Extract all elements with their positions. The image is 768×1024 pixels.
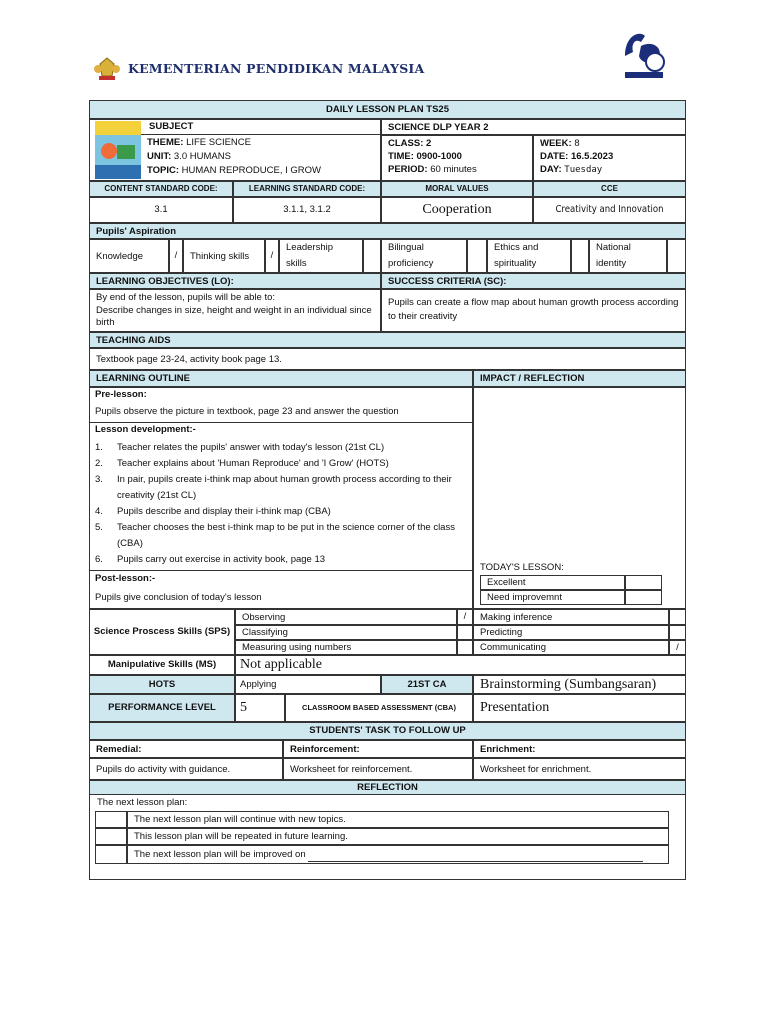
performance-value: 5 xyxy=(235,694,285,722)
aspiration-thinking: Thinking skills xyxy=(183,239,265,273)
class-line xyxy=(388,137,526,150)
measuring-checkbox[interactable] xyxy=(457,640,473,655)
week-line xyxy=(540,137,679,150)
teaching-aids-text: Textbook page 23-24, activity book page 13. xyxy=(89,348,686,370)
step-text: In pair, pupils create i-think map about human growth process according to their creativity (21st CL) xyxy=(117,474,452,501)
reflection-option-2: This lesson plan will be repeated in future learning. xyxy=(127,828,669,845)
reflection-option-3 xyxy=(127,845,669,864)
theme-value: LIFE SCIENCE xyxy=(186,137,251,148)
theme-line xyxy=(147,136,379,149)
lo-label: LEARNING OBJECTIVES (LO): xyxy=(89,273,381,289)
reflection-checkbox-1[interactable] xyxy=(95,811,127,828)
reinforcement-label: Reinforcement: xyxy=(283,740,473,758)
lo-text xyxy=(89,289,381,332)
national-checkbox[interactable] xyxy=(667,239,686,273)
reflection-checkbox-3[interactable] xyxy=(95,845,127,864)
remedial-label: Remedial: xyxy=(89,740,283,758)
unit-value: 3.0 HUMANS xyxy=(173,151,231,162)
lo-line-2: Describe changes in size, height and weight in an individual since birth xyxy=(96,304,372,328)
day-line xyxy=(540,163,679,177)
pre-lesson-label: Pre-lesson: xyxy=(95,389,147,400)
pre-lesson-text: Pupils observe the picture in textbook, page 23 and answer the question xyxy=(95,406,399,417)
step-text: Pupils describe and display their i-think map (CBA) xyxy=(117,506,331,517)
reinforcement-text: Worksheet for reinforcement. xyxy=(283,758,473,780)
aspiration-leadership: Leadership skills xyxy=(279,239,363,273)
moral-values-value: Cooperation xyxy=(381,197,533,223)
sps-predicting: Predicting xyxy=(473,625,669,640)
sps-inference: Making inference xyxy=(473,609,669,625)
aspiration-label: Pupils' Aspiration xyxy=(89,223,686,239)
subject-value: SCIENCE DLP YEAR 2 xyxy=(381,119,686,135)
date-value: 16.5.2023 xyxy=(570,151,614,162)
excellent-checkbox[interactable] xyxy=(625,575,662,590)
remedial-text: Pupils do activity with guidance. xyxy=(89,758,283,780)
learning-standard-value: 3.1.1, 3.1.2 xyxy=(233,197,381,223)
aspiration-bilingual: Bilingual proficiency xyxy=(381,239,467,273)
aspiration-knowledge: Knowledge xyxy=(89,239,169,273)
subject-divider xyxy=(141,134,381,135)
enrichment-text: Worksheet for enrichment. xyxy=(473,758,686,780)
list-item xyxy=(95,520,467,552)
performance-label: PERFORMANCE LEVEL xyxy=(89,694,235,722)
moral-values-label: MORAL VALUES xyxy=(381,181,533,197)
content-standard-value: 3.1 xyxy=(89,197,233,223)
list-item xyxy=(95,552,467,568)
improvement-underline[interactable] xyxy=(308,851,643,862)
unit-label: UNIT: xyxy=(147,151,172,162)
communicating-checkbox[interactable]: / xyxy=(669,640,686,655)
topic-label: TOPIC: xyxy=(147,165,180,176)
step-text: Teacher chooses the best i-think map to be put in the science corner of the class (CBA) xyxy=(117,522,455,549)
step-number: 6. xyxy=(95,554,103,565)
day-value: Tuesday xyxy=(564,165,603,175)
date-label: DATE: xyxy=(540,151,569,162)
date-block xyxy=(533,135,686,181)
period-line xyxy=(388,163,526,176)
enrichment-label: Enrichment: xyxy=(473,740,686,758)
sps-observing: Observing xyxy=(235,609,457,625)
step-number: 4. xyxy=(95,506,103,517)
date-line xyxy=(540,150,679,163)
reflection-checkbox-2[interactable] xyxy=(95,828,127,845)
ms-value: Not applicable xyxy=(235,655,686,675)
unit-line xyxy=(147,150,379,163)
class-block xyxy=(381,135,533,181)
time-value: 0900-1000 xyxy=(416,151,462,162)
improvement-option: Need improvemnt xyxy=(480,590,625,605)
reflection-option-3-text: The next lesson plan will be improved on xyxy=(134,849,306,860)
ca-value: Brainstorming (Sumbangsaran) xyxy=(473,675,686,694)
predicting-checkbox[interactable] xyxy=(669,625,686,640)
list-item xyxy=(95,472,467,504)
reflection-intro: The next lesson plan: xyxy=(97,797,188,808)
class-value: 2 xyxy=(426,138,432,149)
classifying-checkbox[interactable] xyxy=(457,625,473,640)
week-value: 8 xyxy=(574,138,580,149)
ms-label: Manipulative Skills (MS) xyxy=(89,655,235,675)
cce-value: Creativity and Innovation xyxy=(533,197,686,223)
step-number: 1. xyxy=(95,442,103,453)
class-label: CLASS: xyxy=(388,138,424,149)
sps-communicating: Communicating xyxy=(473,640,669,655)
day-label: DAY: xyxy=(540,164,562,175)
post-lesson-divider xyxy=(89,570,473,571)
time-line xyxy=(388,150,526,163)
cba-value: Presentation xyxy=(473,694,686,722)
ca-label: 21ST CA xyxy=(381,675,473,694)
sps-measuring: Measuring using numbers xyxy=(235,640,457,655)
sps-label: Science Proscess Skills (SPS) xyxy=(89,609,235,655)
reflection-option-1: The next lesson plan will continue with new topics. xyxy=(127,811,669,828)
period-value: 60 minutes xyxy=(430,164,477,175)
textbook-cover-icon xyxy=(95,121,141,179)
observing-checkbox[interactable]: / xyxy=(457,609,473,625)
ethics-checkbox[interactable] xyxy=(571,239,589,273)
lesson-steps xyxy=(95,440,467,568)
content-standard-label: CONTENT STANDARD CODE: xyxy=(89,181,233,197)
sc-text: Pupils can create a flow map about human growth process according to their creativity xyxy=(381,289,686,332)
inference-checkbox[interactable] xyxy=(669,609,686,625)
leadership-checkbox[interactable] xyxy=(363,239,381,273)
step-number: 3. xyxy=(95,474,103,485)
improvement-checkbox[interactable] xyxy=(625,590,662,605)
excellent-option: Excellent xyxy=(480,575,625,590)
list-item xyxy=(95,440,467,456)
subject-label: SUBJECT xyxy=(149,121,194,132)
malaysia-crest-icon xyxy=(92,56,122,82)
period-label: PERIOD: xyxy=(388,164,428,175)
aspiration-ethics: Ethics and spirituality xyxy=(487,239,571,273)
sc-label: SUCCESS CRITERIA (SC): xyxy=(381,273,686,289)
plan-title: DAILY LESSON PLAN TS25 xyxy=(89,100,686,119)
learning-standard-label: LEARNING STANDARD CODE: xyxy=(233,181,381,197)
knowledge-checkbox[interactable]: / xyxy=(169,239,183,273)
cce-label: CCE xyxy=(533,181,686,197)
step-text: Teacher relates the pupils' answer with today's lesson (21st CL) xyxy=(117,442,385,453)
sps-classifying: Classifying xyxy=(235,625,457,640)
topic-line xyxy=(147,164,379,177)
ministry-name: KEMENTERIAN PENDIDIKAN MALAYSIA xyxy=(128,61,425,76)
list-item xyxy=(95,504,467,520)
week-label: WEEK: xyxy=(540,138,572,149)
post-lesson-text: Pupils give conclusion of today's lesson xyxy=(95,592,262,603)
lo-line-1: By end of the lesson, pupils will be able to: xyxy=(96,292,276,303)
theme-label: THEME: xyxy=(147,137,184,148)
hots-value: Applying xyxy=(235,675,381,694)
topic-value: HUMAN REPRODUCE, I GROW xyxy=(181,165,322,176)
step-text: Pupils carry out exercise in activity book, page 13 xyxy=(117,554,326,565)
reflection-label: REFLECTION xyxy=(89,780,686,795)
ts25-logo-icon xyxy=(619,26,667,82)
time-label: TIME: xyxy=(388,151,414,162)
step-number: 2. xyxy=(95,458,103,469)
impact-reflection-label: IMPACT / REFLECTION xyxy=(473,370,686,387)
post-lesson-label: Post-lesson:- xyxy=(95,573,156,584)
cba-label: CLASSROOM BASED ASSESSMENT (CBA) xyxy=(285,694,473,722)
teaching-aids-label: TEACHING AIDS xyxy=(89,332,686,348)
aspiration-national: National identity xyxy=(589,239,667,273)
todays-lesson-label: TODAY'S LESSON: xyxy=(480,562,564,573)
step-number: 5. xyxy=(95,522,103,533)
list-item xyxy=(95,456,467,472)
step-text: Teacher explains about 'Human Reproduce' and 'I Grow' (HOTS) xyxy=(117,458,389,469)
bilingual-checkbox[interactable] xyxy=(467,239,487,273)
tasks-label: STUDENTS' TASK TO FOLLOW UP xyxy=(89,722,686,740)
thinking-checkbox[interactable]: / xyxy=(265,239,279,273)
hots-label: HOTS xyxy=(89,675,235,694)
learning-outline-label: LEARNING OUTLINE xyxy=(89,370,473,387)
lesson-development-label: Lesson development:- xyxy=(95,424,196,435)
